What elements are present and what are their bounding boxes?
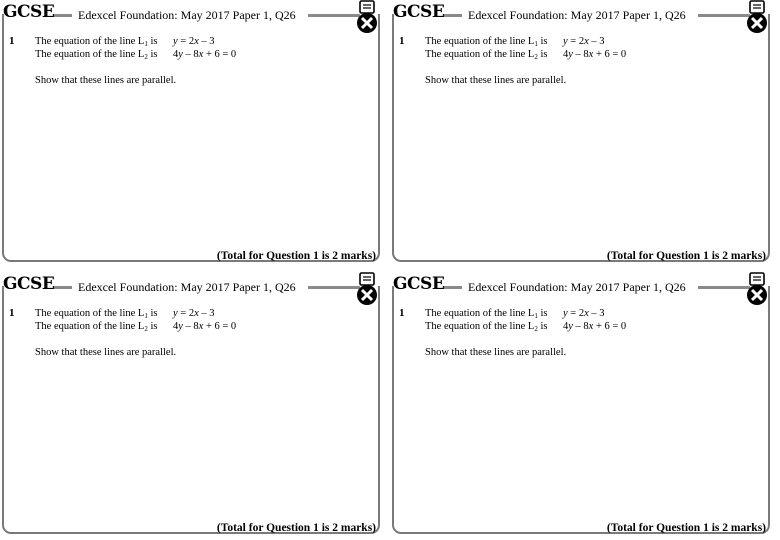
- instruction-text: Show that these lines are parallel.: [35, 75, 177, 86]
- question-number: 1: [399, 307, 405, 319]
- gcse-logo: GCSE: [393, 274, 445, 294]
- instruction-text: Show that these lines are parallel.: [425, 347, 567, 358]
- question-number: 1: [399, 35, 405, 47]
- question-card: [390, 0, 772, 262]
- question-source: Edexcel Foundation: May 2017 Paper 1, Q26: [468, 8, 686, 22]
- header-rule: [444, 14, 462, 17]
- no-calculator-icon: [744, 272, 770, 306]
- equation-line-2: The equation of the line $L_2$ is 4y – 8x + 6 = 0: [35, 49, 237, 61]
- gcse-logo: GCSE: [3, 2, 55, 22]
- header-rule: [54, 14, 72, 17]
- question-number: 1: [9, 307, 15, 319]
- header-rule: [698, 286, 750, 289]
- gcse-logo: GCSE: [3, 274, 55, 294]
- question-source: Edexcel Foundation: May 2017 Paper 1, Q26: [468, 280, 686, 294]
- no-calculator-icon: [354, 0, 380, 34]
- total-marks: (Total for Question 1 is 2 marks): [606, 522, 766, 534]
- instruction-text: Show that these lines are parallel.: [35, 347, 177, 358]
- total-marks: (Total for Question 1 is 2 marks): [606, 250, 766, 262]
- total-marks: (Total for Question 1 is 2 marks): [216, 522, 376, 534]
- question-source: Edexcel Foundation: May 2017 Paper 1, Q26: [78, 280, 296, 294]
- header-rule: [308, 14, 360, 17]
- equation-line-1: The equation of the line $L_1$ is y = 2x – 3: [425, 36, 605, 48]
- header-rule: [698, 14, 750, 17]
- equation-line-1: The equation of the line $L_1$ is y = 2x – 3: [35, 308, 215, 320]
- header-rule: [54, 286, 72, 289]
- question-card: [390, 272, 772, 534]
- total-marks: (Total for Question 1 is 2 marks): [216, 250, 376, 262]
- no-calculator-icon: [744, 0, 770, 34]
- equation-line-2: The equation of the line $L_2$ is 4y – 8x + 6 = 0: [425, 321, 627, 333]
- header-rule: [308, 286, 360, 289]
- no-calculator-icon: [354, 272, 380, 306]
- question-card: [0, 0, 382, 262]
- question-card: [0, 272, 382, 534]
- question-number: 1: [9, 35, 15, 47]
- equation-line-2: The equation of the line $L_2$ is 4y – 8x + 6 = 0: [425, 49, 627, 61]
- equation-line-1: The equation of the line $L_1$ is y = 2x – 3: [35, 36, 215, 48]
- question-source: Edexcel Foundation: May 2017 Paper 1, Q26: [78, 8, 296, 22]
- equation-line-2: The equation of the line $L_2$ is 4y – 8x + 6 = 0: [35, 321, 237, 333]
- instruction-text: Show that these lines are parallel.: [425, 75, 567, 86]
- gcse-logo: GCSE: [393, 2, 445, 22]
- equation-line-1: The equation of the line $L_1$ is y = 2x – 3: [425, 308, 605, 320]
- header-rule: [444, 286, 462, 289]
